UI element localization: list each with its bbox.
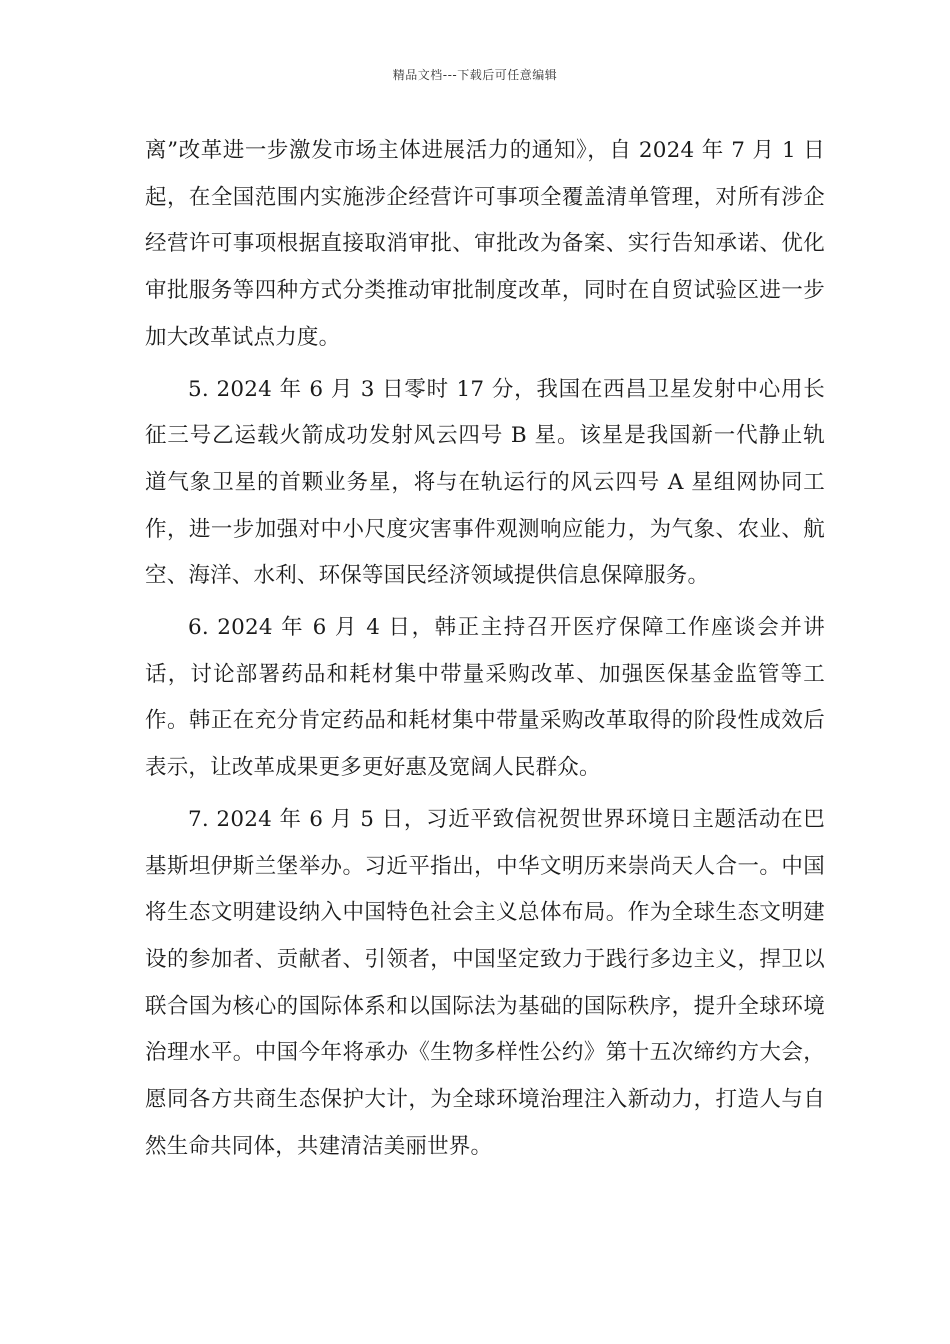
paragraph-item-5: 5. 2024 年 6 月 3 日零时 17 分，我国在西昌卫星发射中心用长征三号乙运载火箭成功发射风云四号 B 星。该星是我国新一代静止轨道气象卫星的首颗业务星，将与在轨运行的风云四号 A 星组网协同工作，进一步加强对中小尺度灾害事件观测响应能力，为气象、农业、航空、海洋、水利、环保等国民经济领域提供信息保障服务。: [145, 376, 825, 589]
paragraph-item-7: 7. 2024 年 6 月 5 日，习近平致信祝贺世界环境日主题活动在巴基斯坦伊斯兰堡举办。习近平指出，中华文明历来崇尚天人合一。中国将生态文明建设纳入中国特色社会主义总体布局。作为全球生态文明建设的参加者、贡献者、引领者，中国坚定致力于践行多边主义，捍卫以联合国为核心的国际体系和以国际法为基础的国际秩序，提升全球环境治理水平。中国今年将承办《生物多样性公约》第十五次缔约方大会，愿同各方共商生态保护大计，为全球环境治理注入新动力，打造人与自然生命共同体，共建清洁美丽世界。: [145, 806, 825, 1159]
page-header: 精品文档---下载后可任意编辑: [392, 68, 558, 82]
document-body: [145, 128, 825, 1175]
paragraph-item-6: 6. 2024 年 6 月 4 日，韩正主持召开医疗保障工作座谈会并讲话，讨论部署药品和耗材集中带量采购改革、加强医保基金监管等工作。韩正在充分肯定药品和耗材集中带量采购改革取得的阶段性成效后表示，让改革成果更多更好惠及宽阔人民群众。: [145, 615, 825, 781]
paragraph-continuation: 离”改革进一步激发市场主体进展活力的通知》，自 2024 年 7 月 1 日起，在全国范围内实施涉企经营许可事项全覆盖清单管理，对所有涉企经营许可事项根据直接取消审批、审批改为备案、实行告知承诺、优化审批服务等四种方式分类推动审批制度改革，同时在自贸试验区进一步加大改革试点力度。: [145, 138, 825, 350]
